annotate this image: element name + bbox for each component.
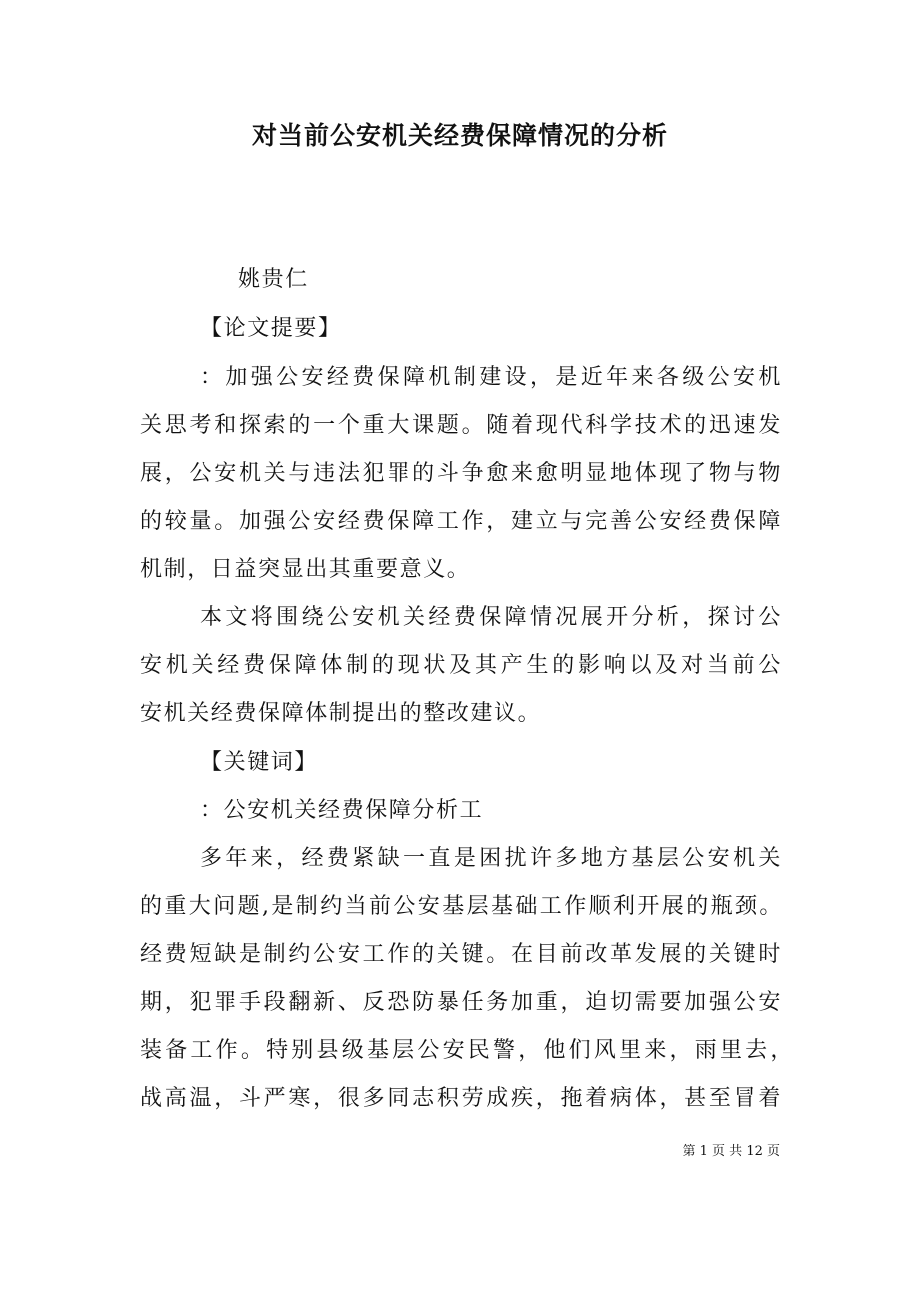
- keywords-heading: 【关键词】: [200, 750, 319, 775]
- author-name: 姚贵仁: [238, 267, 309, 292]
- body-line: 经费短缺是制约公安工作的关键。在目前改革发展的关键时: [140, 942, 782, 967]
- body-line: 多年来，经费紧缺一直是困扰许多地方基层公安机关: [200, 846, 782, 871]
- keywords-line: ：公安机关经费保障分析工: [200, 798, 484, 823]
- page-number: 第 1 页 共 12 页: [682, 1144, 780, 1159]
- abstract-paragraph-line: 安机关经费保障体制提出的整改建议。: [140, 701, 542, 726]
- abstract-line: ：加强公安经费保障机制建设，是近年来各级公安机: [200, 365, 782, 390]
- body-line: 战高温，斗严寒，很多同志积劳成疾，拖着病体，甚至冒着: [140, 1086, 782, 1111]
- abstract-line: 展，公安机关与违法犯罪的斗争愈来愈明显地体现了物与物: [140, 461, 782, 486]
- abstract-heading: 【论文提要】: [200, 316, 342, 341]
- abstract-paragraph-line: 本文将围绕公安机关经费保障情况展开分析，探讨公: [200, 605, 782, 630]
- abstract-line: 关思考和探索的一个重大课题。随着现代科学技术的迅速发: [140, 413, 782, 438]
- abstract-line: 机制，日益突显出其重要意义。: [140, 557, 471, 582]
- body-line: 的重大问题,是制约当前公安基层基础工作顺利开展的瓶颈。: [140, 894, 782, 919]
- body-line: 期，犯罪手段翻新、反恐防暴任务加重，迫切需要加强公安: [140, 990, 782, 1015]
- body-line: 装备工作。特别县级基层公安民警，他们风里来，雨里去，: [140, 1038, 794, 1063]
- document-title: 对当前公安机关经费保障情况的分析: [251, 121, 668, 150]
- abstract-line: 的较量。加强公安经费保障工作，建立与完善公安经费保障: [140, 509, 782, 534]
- abstract-paragraph-line: 安机关经费保障体制的现状及其产生的影响以及对当前公: [140, 653, 782, 678]
